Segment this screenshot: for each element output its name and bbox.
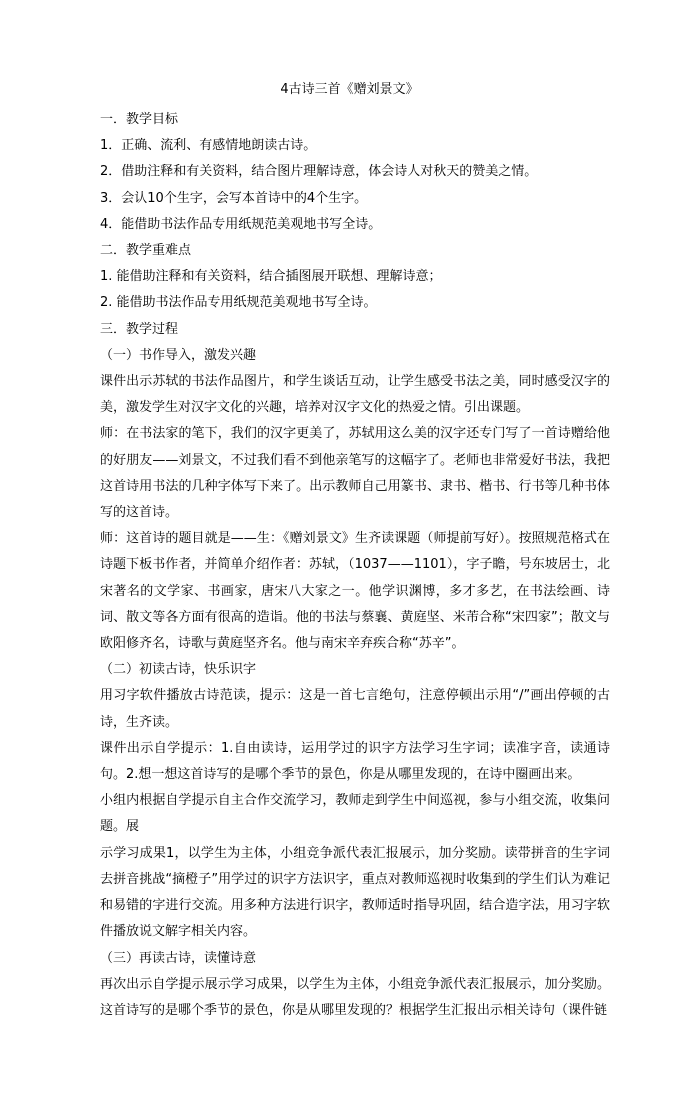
- body-paragraph: 师：这首诗的题目就是——生：《赠刘景文》生齐读课题（师提前写好）。按照规范格式在诗题下板书作者，并简单介绍作者：苏轼，（1037——1101），字子瞻，号东坡居士，北宋著名的文学家、书画家，唐宋八大家之一。他学识渊博，多才多艺，在书法绘画、诗词、散文等各方面有很高的造诣。他的书法与蔡襄、黄庭坚、米芾合称“宋四家”；散文与欧阳修齐名，诗歌与黄庭坚齐名。他与南宋辛弃疾合称“苏辛”。: [100, 531, 610, 652]
- section-heading: 三．教学过程: [100, 321, 179, 337]
- body-paragraph: 2. 能借助书法作品专用纸规范美观地书写全诗。: [100, 295, 377, 311]
- body-paragraph: 课件出示自学提示：1.自由读诗，运用学过的识字方法学习生字词；读准字音，读通诗句。2.想一想这首诗写的是哪个季节的景色，你是从哪里发现的，在诗中圈画出来。: [100, 740, 610, 783]
- document-body: [100, 107, 610, 1024]
- body-paragraph: 2．借助注释和有关资料，结合图片理解诗意，体会诗人对秋天的赞美之情。: [100, 164, 538, 180]
- section-heading: 一．教学目标: [100, 112, 179, 127]
- body-paragraph: 4．能借助书法作品专用纸规范美观地书写全诗。: [100, 216, 382, 232]
- body-paragraph: 示学习成果1，以学生为主体，小组竞争派代表汇报展示，加分奖励。读带拼音的生字词去拼音挑战“摘橙子”用学过的识字方法识字，重点对教师巡视时收集到的学生们认为难记和易错的字进行交流。用多种方法进行识字，教师适时指导巩固，结合造字法，用习字软件播放说文解字相关内容。: [100, 845, 610, 940]
- body-paragraph: 用习字软件播放古诗范读，提示：这是一首七言绝句，注意停顿出示用“/”画出停顿的古诗，生齐读。: [100, 688, 610, 730]
- body-paragraph: 再次出示自学提示展示学习成果，以学生为主体，小组竞争派代表汇报展示，加分奖励。这首诗写的是哪个季节的景色，你是从哪里发现的？根据学生汇报出示相关诗句（课件链: [100, 976, 610, 1018]
- body-paragraph: 1．正确、流利、有感情地朗读古诗。: [100, 138, 317, 154]
- body-paragraph: 师：在书法家的笔下，我们的汉字更美了，苏轼用这么美的汉字还专门写了一首诗赠给他的好朋友——刘景文，不过我们看不到他亲笔写的这幅字了。老师也非常爱好书法，我把这首诗用书法的几种字体写下来了。出示教师自己用篆书、隶书、楷书、行书等几种书体写的这首诗。: [100, 426, 610, 521]
- section-heading: 二．教学重难点: [100, 243, 192, 259]
- body-paragraph: 小组内根据自学提示自主合作交流学习，教师走到学生中间巡视，参与小组交流，收集问题。展: [100, 793, 610, 835]
- section-heading: （三）再读古诗，读懂诗意: [100, 950, 257, 966]
- body-paragraph: 1. 能借助注释和有关资料，结合插图展开联想、理解诗意；: [100, 269, 442, 285]
- body-paragraph: 3．会认10个生字，会写本首诗中的4个生字。: [100, 190, 368, 206]
- document-title: 4古诗三首《赠刘景文》: [280, 82, 419, 97]
- section-heading: （一）书作导入，激发兴趣: [100, 347, 257, 363]
- section-heading: （二）初读古诗，快乐识字: [100, 662, 257, 678]
- body-paragraph: 课件出示苏轼的书法作品图片，和学生谈话互动，让学生感受书法之美，同时感受汉字的美，激发学生对汉字文化的兴趣，培养对汉字文化的热爱之情。引出课题。: [100, 374, 610, 416]
